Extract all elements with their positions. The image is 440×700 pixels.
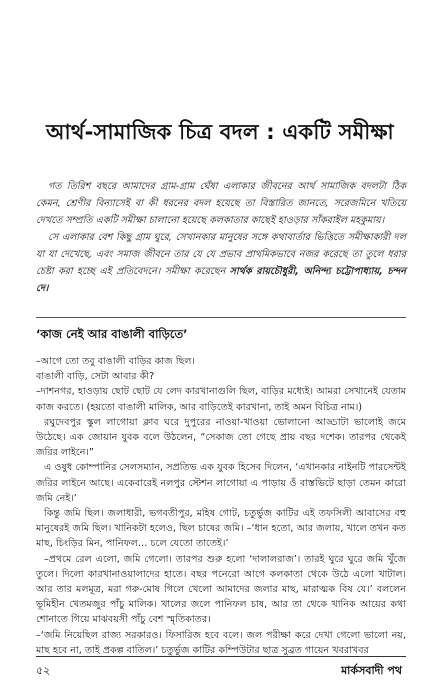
- article-abstract: [36, 178, 406, 297]
- article-title: আর্থ-সামাজিক চিত্র বদল : একটি সমীক্ষা: [46, 120, 394, 144]
- body-paragraph: রঘুদেবপুর স্কুল লাগোয়া ক্লাব ঘরে দুপুরের নাওয়া-খাওয়া ভোলানো আড্ডাটা ভালোই জমে উঠেছে। এক জোয়ান যুবক বলে উঠলেন, “সেকাজ তো গেছে প্রায় বছর দশেক। তারপর থেকেই জরির লাইনে।”: [36, 416, 406, 459]
- body-paragraph: –প্রথমে রেল এলো, জমি গেলো। তারপর শুরু হলো ‘দালালরাজ’। তারই ঘুরে ঘুরে জমি খুঁজে তুলে। দিলো কারখানাওয়ালাদের হাতে। বছর পনেরো আগে কলকাতা থেকে উঠে এলো খাটাল। আর তার মলমূত্র, মরা গরু-মোষ গিলে খেলো আমাদের জলার মাছ, মারাত্মক বিষ যে।’ বললেন ভূমিহীন খেতমজুর পাঁচু মালিক। খালের জলে পানিফল চাষ, আর তা থেকে খানিক আয়ের কথা শোনাতে গিয়ে মাঝবয়সী পাঁচু বেশ স্মৃতিকাতর।: [36, 553, 406, 626]
- body-paragraph: বাঙালী বাড়ি, সেটা আবার কী?: [36, 371, 155, 383]
- body-paragraph: কিন্তু জমি ছিল। জলাধারী, ভগবতীপুর, মহিষ গোট, চতুর্ভুজ কাটির এই তফসিলী আবাসের বহু মানুষেরই জমি ছিল। খানিকটা হলেও, ছিল চাষের জমি। –‘ধান হতো, আর জলায়, খালে তখন কত মাছ, চিংড়ির মিন, পানিফল… চলে যেতো তাতেই।’: [36, 508, 406, 550]
- abstract-paragraph: [36, 229, 406, 297]
- section-divider: [36, 317, 406, 318]
- author-names: সার্থক রায়চৌধুরী, অনিন্দ্য চট্টোপাধ্যায়, চন্দন দে।: [36, 266, 406, 294]
- body-paragraph: –দাশনগর, হাওড়ায় ছোট ছোট যে লেদ কারখানাগুলি ছিল, বাড়ির মধ্যেই। আমরা সেখানেই যেতাম কাজ করতে। (হয়তো বাঙালী মালিক, আর বাড়িতেই কারখানা, তাই অমন বিচিত্র নাম।): [36, 386, 406, 413]
- page-number: ৫২: [36, 664, 51, 677]
- abstract-paragraph: গত তিরিশ বছরে আমাদের গ্রাম-গ্রাম ঘেঁষা এলাকার জীবনের আর্থ সামাজিক বদলটা ঠিক কেমন, শ্রেণীর বিন্যাসেই বা কী ধরনের বদল হয়েছে তা বিস্তারিত জানতে, সরেজমিনে খতিয়ে দেখতে সম্প্রতি একটি সমীক্ষা চালানো হয়েছে কলকাতার কাছেই হাওড়ার সাঁকরাইল মহকুমায়।: [36, 181, 406, 226]
- body-paragraph: এ ওষুধ কোম্পানির সেলসম্যান, সপ্রতিভ এক যুবক হিসেব দিলেন, ‘এখানকার নাইনটি পারসেন্টই জরির লাইনে আছে। একেবারেই নলপুর স্টেশন লাগোয়া এ পাড়ায় ওঁ বাস্তভিটে ছাড়া তেমন কারো জমি নেই।’: [36, 462, 406, 504]
- section-heading: ‘কাজ নেই আর বাঙালী বাড়িতে’: [36, 327, 188, 341]
- journal-name: মার্কসবাদী পথ: [341, 664, 402, 677]
- article-body: [36, 354, 406, 658]
- footer-rule: [36, 656, 406, 657]
- abstract-text: সে এলাকার বেশ কিছু গ্রাম ঘুরে, সেখানকার মানুষের সঙ্গে কথাবার্তার ভিত্তিতে সমীক্ষাকারী দল যা যা দেখেছে, এবং সমাজ জীবনে তার যে যে প্রভাব প্রাথমিকভাবে নজর করেছে তা তুলে ধরার চেষ্টা করা হচ্ছে এই প্রতিবেদনে। সমীক্ষা করেছেন: [36, 232, 406, 277]
- body-paragraph: –আগে তো তবু বাঙালী বাড়ির কাজ ছিল।: [36, 356, 195, 367]
- body-paragraph: –‘জমি নিয়েছিল রাজ্য সরকারও। ফিসারিজ হবে বলে। জল পরীক্ষা করে দেখা গেলো ভালো নয়, মাছ হবে না, তাই প্রকল্প বাতিল।’ চতুর্ভুজ কাটির কম্পিউটার ছাত্র সুব্রত গায়েন খবরাখবর: [36, 629, 406, 656]
